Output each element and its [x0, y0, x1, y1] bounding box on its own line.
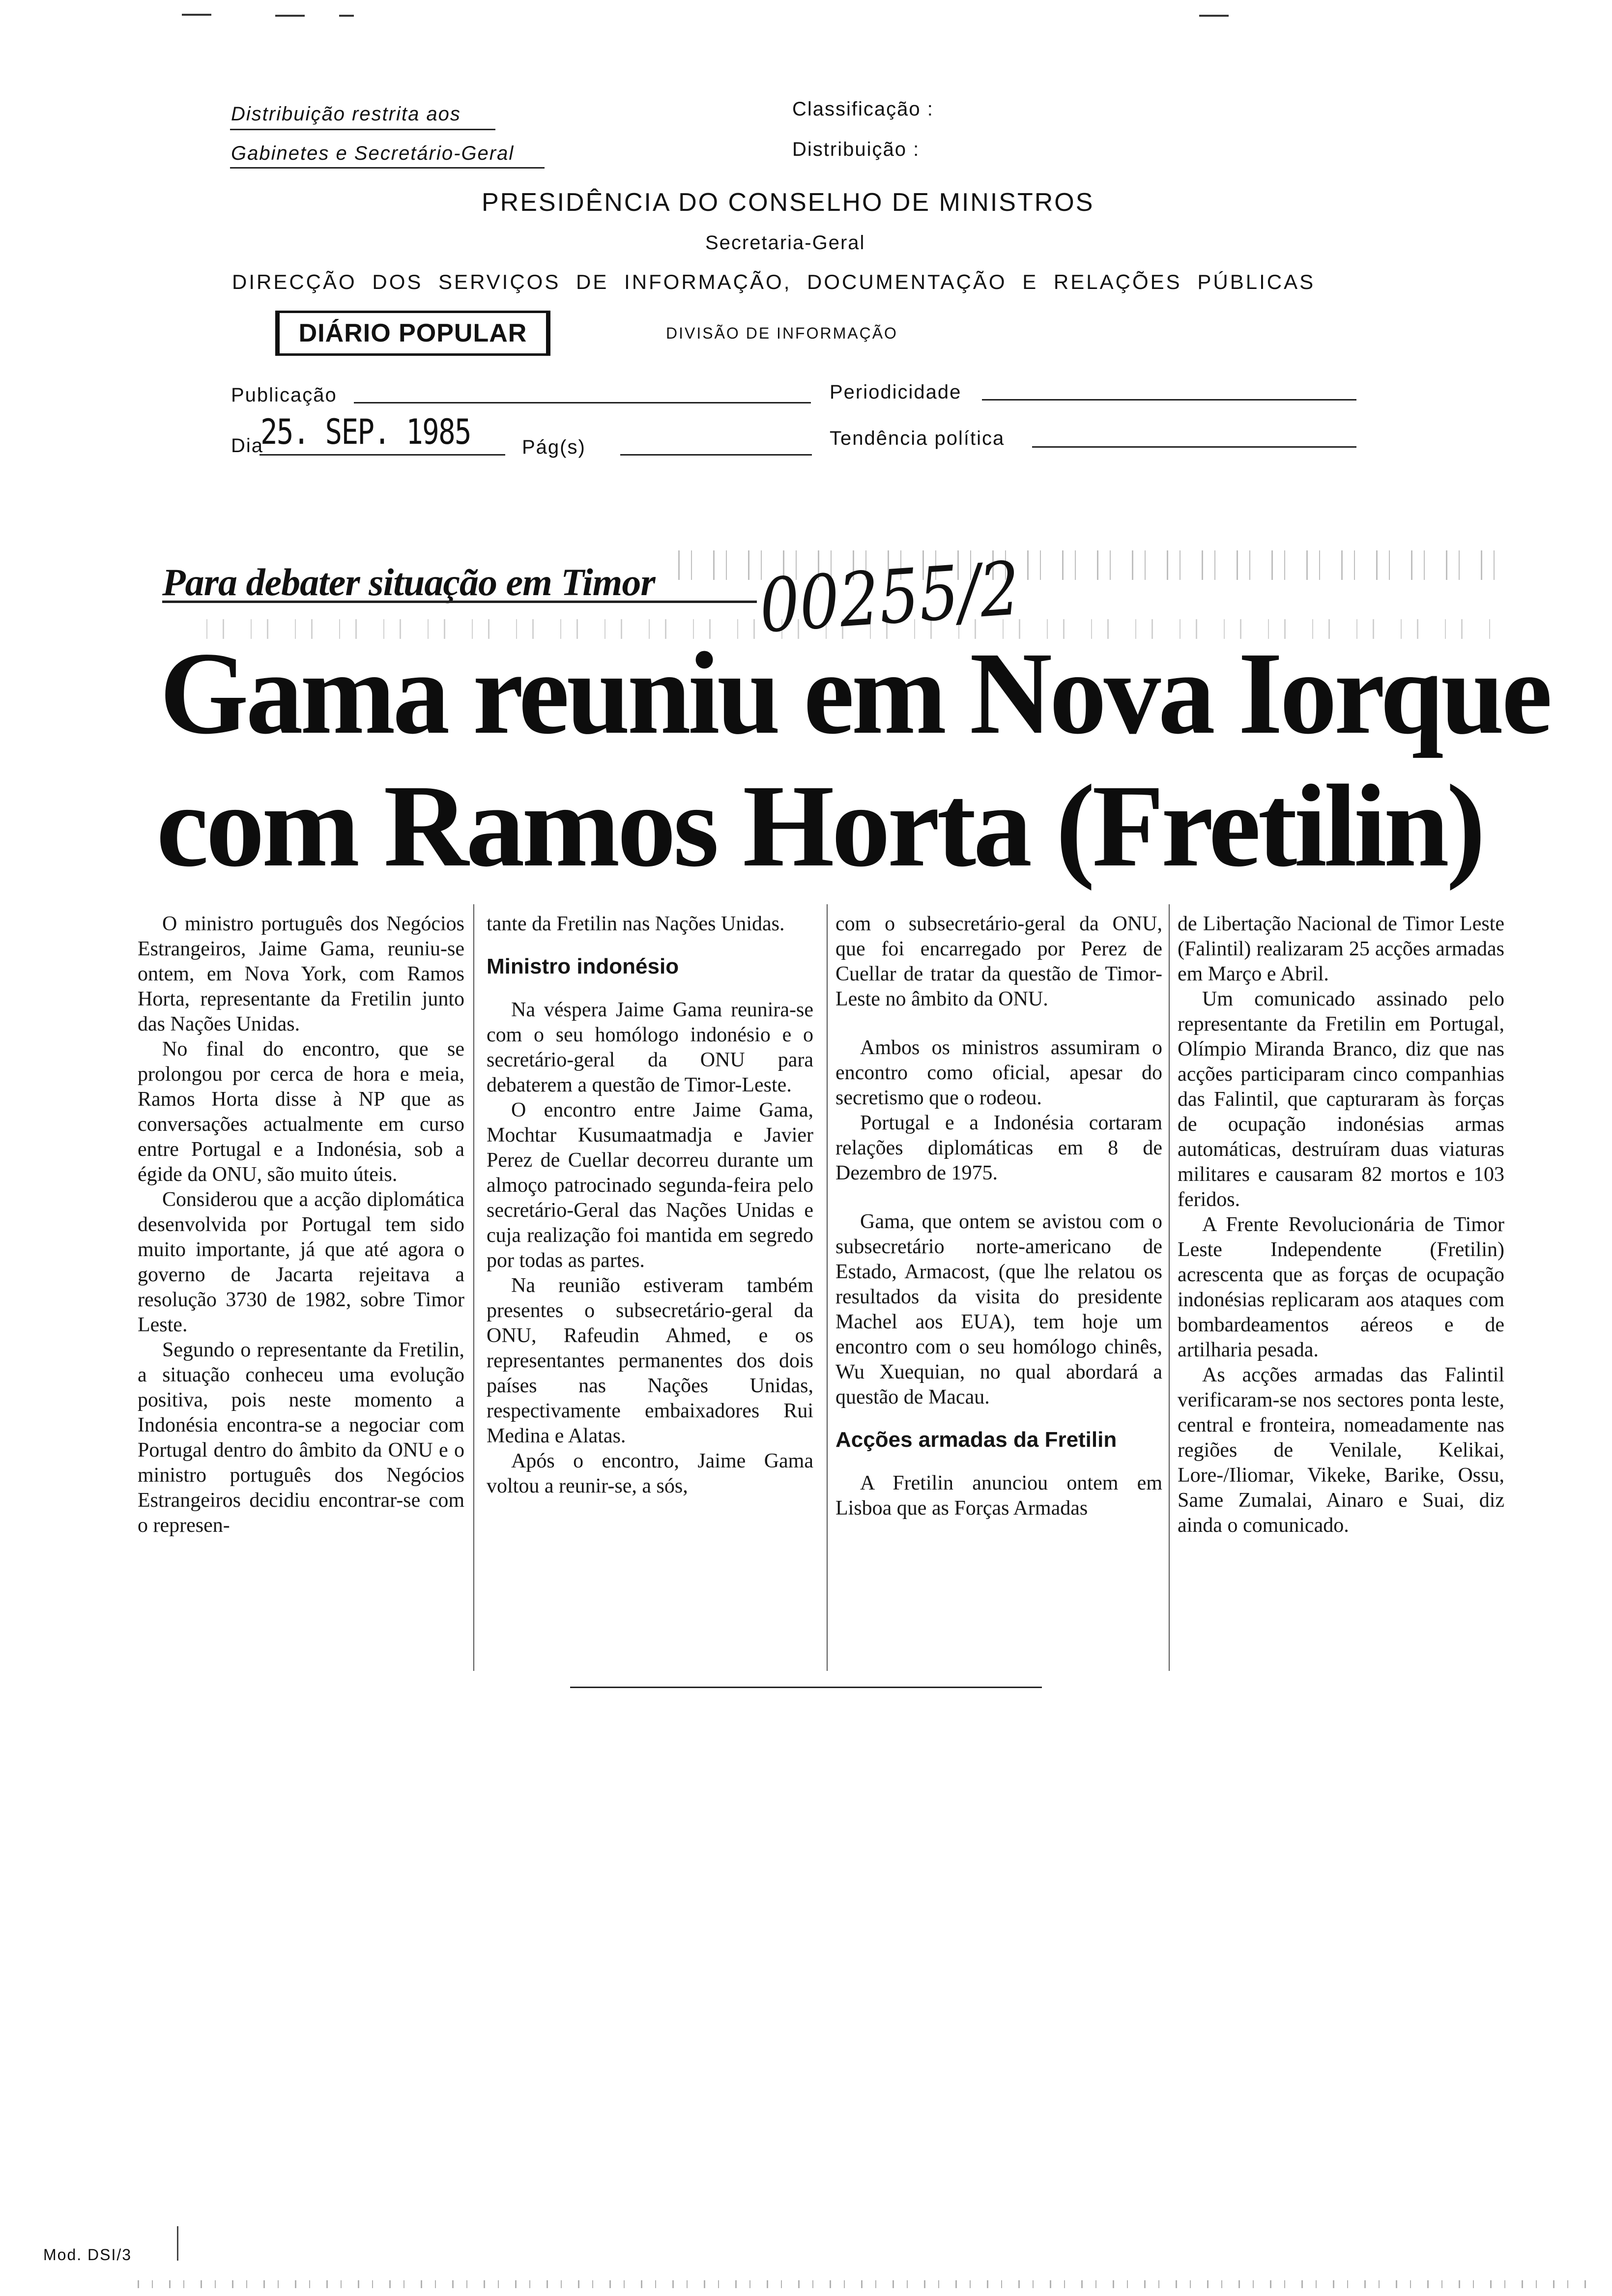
date-stamp: 25. SEP. 1985: [260, 412, 471, 452]
kicker-underline: [162, 601, 757, 603]
handwritten-reference: 00255/2: [757, 546, 1023, 650]
paragraph: Na reunião estiveram também presentes o subsecretário-geral da ONU, Rafeudin Ahmed, e os representantes permanentes dos dois países nas Nações Unidas, respectivamente embaixadores Rui Medina e Alatas.: [487, 1274, 813, 1447]
column-rule: [473, 904, 474, 1671]
secretaria-geral: Secretaria-Geral: [705, 232, 865, 254]
newspaper-stamp: [275, 311, 550, 356]
paragraph: Considerou que a acção diplomática desenvolvida por Portugal tem sido muito importante, já que até agora o governo de Jacarta rejeitava a resolução 3730 de 1982, sobre Timor Leste.: [138, 1188, 464, 1336]
paragraph: A Fretilin anunciou ontem em Lisboa que as Forças Armadas: [835, 1472, 1162, 1520]
paragraph: Portugal e a Indonésia cortaram relações diplomáticas em 8 de Dezembro de 1975.: [835, 1112, 1162, 1184]
paragraph: O ministro português dos Negócios Estrangeiros, Jaime Gama, reuniu-se ontem, em Nova York, com Ramos Horta, representante da Fretilin junto das Nações Unidas.: [138, 913, 464, 1035]
scan-mark: [1199, 15, 1229, 17]
column-rule: [1169, 904, 1170, 1671]
scan-mark: [275, 15, 305, 17]
restricted-line-2: Gabinetes e Secretário-Geral: [231, 143, 515, 164]
headline-line-1: Gama reuniu em Nova Iorque: [160, 628, 1550, 758]
paragraph: Após o encontro, Jaime Gama voltou a reunir-se, a sós,: [487, 1450, 813, 1497]
restricted-line-1: Distribuição restrita aos: [231, 103, 461, 125]
paragraph: Gama, que ontem se avistou com o subsecretário norte-americano de Estado, Armacost, (que lhe relatou os resultados da visita do presidente Machel aos EUA), tem hoje um encontro com o seu homólogo chinês, Wu Xuequian, no qual abordará a questão de Macau.: [835, 1210, 1162, 1408]
section-subheading: Ministro indonésio: [487, 954, 679, 978]
paragraph: Segundo o representante da Fretilin, a situação conheceu uma evolução positiva, pois neste momento a Indonésia encontra-se a negociar com Portugal dentro do âmbito da ONU e o ministro português dos Negócios Estrangeiros decidiu encontrar-se com o represen-: [138, 1339, 464, 1537]
article-kicker: Para debater situação em Timor: [162, 561, 655, 603]
direccao-line: DIRECÇÃO DOS SERVIÇOS DE INFORMAÇÃO, DOCUMENTAÇÃO E RELAÇÕES PÚBLICAS: [232, 270, 1316, 293]
article-end-rule: [570, 1687, 1042, 1688]
article-column-1: [138, 912, 464, 1678]
scan-mark: [182, 14, 211, 16]
stamp-text: DIÁRIO POPULAR: [298, 319, 527, 347]
paragraph: Na véspera Jaime Gama reunira-se com o seu homólogo indonésio e o secretário-geral da ONU para debaterem a questão de Timor-Leste.: [487, 999, 813, 1096]
paragraph: O encontro entre Jaime Gama, Mochtar Kusumaatmadja e Javier Perez de Cuellar decorreu durante um almoço patrocinado segunda-feira pelo secretário-Geral das Nações Unidas e cuja realização foi mantida em segredo por todas as partes.: [487, 1099, 813, 1272]
publicacao-label: Publicação: [231, 384, 337, 406]
classificacao-label: Classificação :: [792, 98, 934, 120]
scan-mark: [177, 2226, 178, 2261]
section-subheading: Acções armadas da Fretilin: [835, 1428, 1117, 1452]
article-column-4: [1178, 912, 1504, 1678]
dia-label: Dia: [231, 435, 264, 457]
restricted-underline-2: [230, 167, 545, 169]
paragraph: de Libertação Nacional de Timor Leste (Falintil) realizaram 25 acções armadas em Março e Abril.: [1178, 913, 1504, 985]
periodicidade-label: Periodicidade: [830, 381, 962, 403]
article-column-2: [487, 912, 813, 1678]
column-rule: [827, 904, 828, 1671]
paragraph: Ambos os ministros assumiram o encontro como oficial, apesar do secretismo que o rodeou.: [835, 1036, 1162, 1109]
pags-label: Pág(s): [522, 436, 586, 458]
distribuicao-label: Distribuição :: [792, 139, 920, 160]
paragraph: Um comunicado assinado pelo representante da Fretilin em Portugal, Olímpio Miranda Branco, diz que nas acções participaram cinco companhias das Falintil, que capturaram às forças de ocupação indonésias armas automáticas, destruíram duas viaturas militares e causaram 82 mortos e 103 feridos.: [1178, 988, 1504, 1211]
publicacao-line: [354, 402, 811, 403]
divisao-label: DIVISÃO DE INFORMAÇÃO: [666, 324, 898, 342]
presidency-title: PRESIDÊNCIA DO CONSELHO DE MINISTROS: [482, 188, 1094, 217]
periodicidade-line: [982, 399, 1356, 401]
tendencia-label: Tendência política: [830, 428, 1005, 449]
paragraph: As acções armadas das Falintil verificaram-se nos sectores ponta leste, central e fronteira, nomeadamente nas regiões de Venilale, Kelikai, Lore-/Iliomar, Vikeke, Barike, Ossu, Same Zumalai, Ainaro e Suai, diz ainda o comunicado.: [1178, 1364, 1504, 1537]
restricted-underline: [230, 129, 495, 130]
pags-line: [620, 454, 812, 456]
article-column-3: [835, 912, 1162, 1678]
paragraph: com o subsecretário-geral da ONU, que foi encarregado por Perez de Cuellar de tratar da questão de Timor-Leste no âmbito da ONU.: [835, 913, 1162, 1010]
headline-line-2: com Ramos Horta (Fretilin): [156, 760, 1483, 891]
dia-line: [259, 454, 505, 456]
model-code: Mod. DSI/3: [43, 2246, 132, 2264]
bottom-scan-speckle: [138, 2280, 1592, 2288]
paragraph: A Frente Revolucionária de Timor Leste Independente (Fretilin) acrescenta que as forças de ocupação indonésias replicaram aos ataques com bombardeamentos aéreos e de artilharia pesada.: [1178, 1213, 1504, 1361]
tendencia-line: [1032, 446, 1356, 448]
paragraph: No final do encontro, que se prolongou por cerca de hora e meia, Ramos Horta disse à NP que as conversações actualmente em curso entre Portugal e a Indonésia, sob a égide da ONU, são muito úteis.: [138, 1038, 464, 1186]
paragraph: tante da Fretilin nas Nações Unidas.: [487, 913, 785, 935]
scan-mark: [339, 15, 354, 17]
